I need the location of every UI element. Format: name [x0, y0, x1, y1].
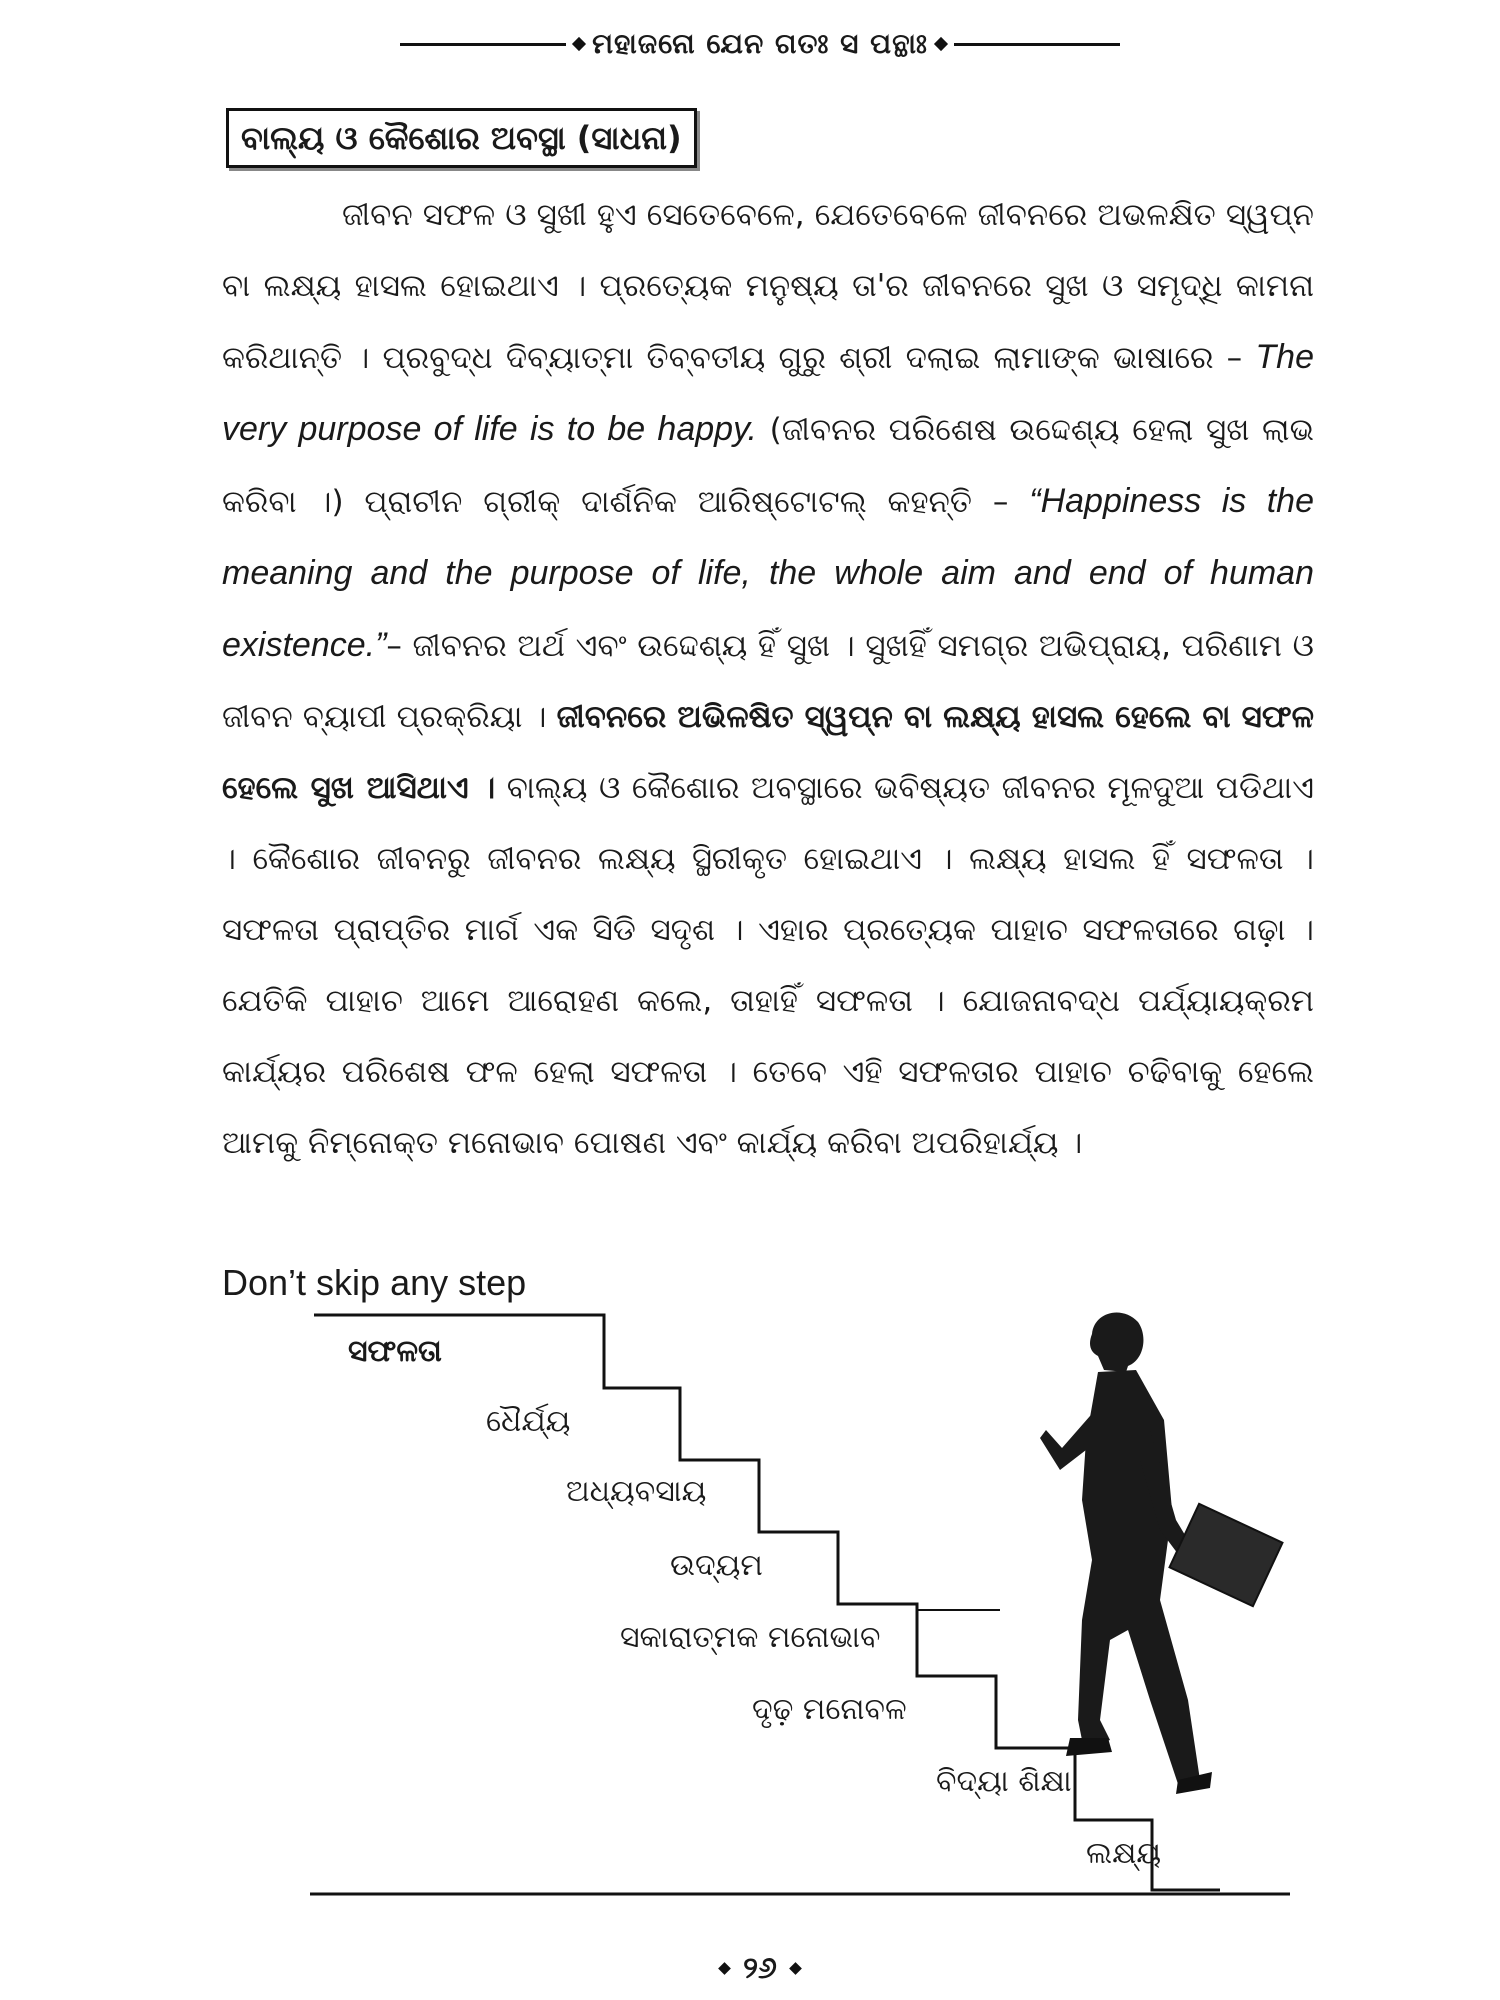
- step-label-perseverance: ଅଧ୍ୟବସାୟ: [566, 1474, 707, 1509]
- staircase-outline: [314, 1315, 1220, 1890]
- bold-statement: ଜୀବନରେ ଅଭିଳଷିତ ସ୍ୱପ୍ନ ବା ଲକ୍ଷ୍ୟ ହାସଲ ହେଲେ ବା ସଫଳ ହେଲେ ସୁଖ ଆସିଥାଏ ।: [222, 699, 1314, 806]
- english-quote-2: “Happiness is the meaning and the purpose of life, the whole aim and end of human existence.”: [222, 482, 1315, 664]
- step-label-positive-attitude: ସକାରାତ୍ମକ ମନୋଭାବ: [620, 1620, 881, 1655]
- header-title: ମହାଜନୋ ଯେନ ଗତଃ ସ ପନ୍ଥାଃ: [592, 27, 928, 60]
- step-label-education: ବିଦ୍ୟା ଶିକ୍ଷା: [936, 1764, 1072, 1799]
- body-text-3: – ଜୀବନର ଅର୍ଥ ଏବଂ ଉଦ୍ଦେଶ୍ୟ ହିଁ ସୁଖ । ସୁଖହିଁ ସମଗ୍ର ଅଭିପ୍ରାୟ, ପରିଣାମ ଓ ଜୀବନ ବ୍ୟାପୀ ପ୍ରକ୍ରିୟା ।: [222, 628, 1314, 735]
- step-label-patience: ଧୈର୍ଯ୍ୟ: [486, 1404, 571, 1439]
- header-rule-left: [400, 43, 566, 46]
- diamond-icon: [789, 1962, 802, 1975]
- body-text-1: ଜୀବନ ସଫଳ ଓ ସୁଖୀ ହୁଏ ସେତେବେଳେ, ଯେତେବେଳେ ଜୀବନରେ ଅଭଳକ୍ଷିତ ସ୍ୱପ୍ନ ବା ଲକ୍ଷ୍ୟ ହାସଲ ହୋଇଥାଏ । ପ୍ରତ୍ୟେକ ମନୁଷ୍ୟ ତା'ର ଜୀବନରେ ସୁଖ ଓ ସମୃଦ୍ଧି କାମନା କରିଥାନ୍ତି । ପ୍ରବୁଦ୍ଧ ଦିବ୍ୟାତ୍ମା ତିବ୍ବତୀୟ ଗୁରୁ ଶ୍ରୀ ଦଲାଇ ଲାମାଙ୍କ ଭାଷାରେ –: [222, 197, 1314, 376]
- step-label-success: ସଫଳତା: [348, 1334, 442, 1369]
- diamond-icon: [718, 1962, 731, 1975]
- body-text-2: (ଜୀବନର ପରିଶେଷ ଉଦ୍ଦେଶ୍ୟ ହେଲା ସୁଖ ଲାଭ କରିବା ।) ପ୍ରାଚୀନ ଗ୍ରୀକ୍ ଦାର୍ଶନିକ ଆରିଷ୍ଟୋଟଲ୍ କହନ୍ତି –: [222, 412, 1314, 520]
- page-number: [690, 1950, 830, 1986]
- diagram-caption: Don’t skip any step: [222, 1262, 527, 1303]
- diamond-icon: [572, 37, 586, 51]
- body-paragraph: [222, 180, 1314, 1179]
- step-label-strong-will: ଦୃଢ଼ ମନୋବଳ: [752, 1692, 907, 1727]
- section-heading: ବାଲ୍ୟ ଓ କୈଶୋର ଅବସ୍ଥା (ସାଧନା): [226, 108, 697, 168]
- diamond-icon: [934, 37, 948, 51]
- step-label-effort: ଉଦ୍ୟମ: [670, 1548, 763, 1583]
- climbing-person-icon: [1040, 1313, 1282, 1794]
- english-quote-1: The very purpose of life is to be happy.: [222, 338, 1314, 448]
- body-text: [222, 180, 1314, 1179]
- header-rule-right: [954, 43, 1120, 46]
- running-header: [400, 24, 1120, 64]
- page-number-text: ୨୬: [743, 1950, 777, 1986]
- step-label-goal: ଲକ୍ଷ୍ୟ: [1086, 1836, 1162, 1871]
- body-text-4: ବାଲ୍ୟ ଓ କୈଶୋର ଅବସ୍ଥାରେ ଭବିଷ୍ୟତ ଜୀବନର ମୂଳଦୁଆ ପଡିଥାଏ । କୈଶୋର ଜୀବନରୁ ଜୀବନର ଲକ୍ଷ୍ୟ ସ୍ଥିରୀକୃତ ହୋଇଥାଏ । ଲକ୍ଷ୍ୟ ହାସଲ ହିଁ ସଫଳତା । ସଫଳତା ପ୍ରାପ୍ତିର ମାର୍ଗ ଏକ ସିଡି ସଦୃଶ । ଏହାର ପ୍ରତ୍ୟେକ ପାହାଚ ସଫଳତାରେ ଗଢ଼ା । ଯେତିକି ପାହାଚ ଆମେ ଆରୋହଣ କଲେ, ତାହାହିଁ ସଫଳତା । ଯୋଜନାବଦ୍ଧ ପର୍ଯ୍ୟାୟକ୍ରମ କାର୍ଯ୍ୟର ପରିଶେଷ ଫଳ ହେଲା ସଫଳତା । ତେବେ ଏହି ସଫଳତାର ପାହାଚ ଚଢିବାକୁ ହେଲେ ଆମକୁ ନିମ୍ନୋକ୍ତ ମନୋଭାବ ପୋଷଣ ଏବଂ କାର୍ଯ୍ୟ କରିବା ଅପରିହାର୍ଯ୍ୟ ।: [222, 770, 1314, 1161]
